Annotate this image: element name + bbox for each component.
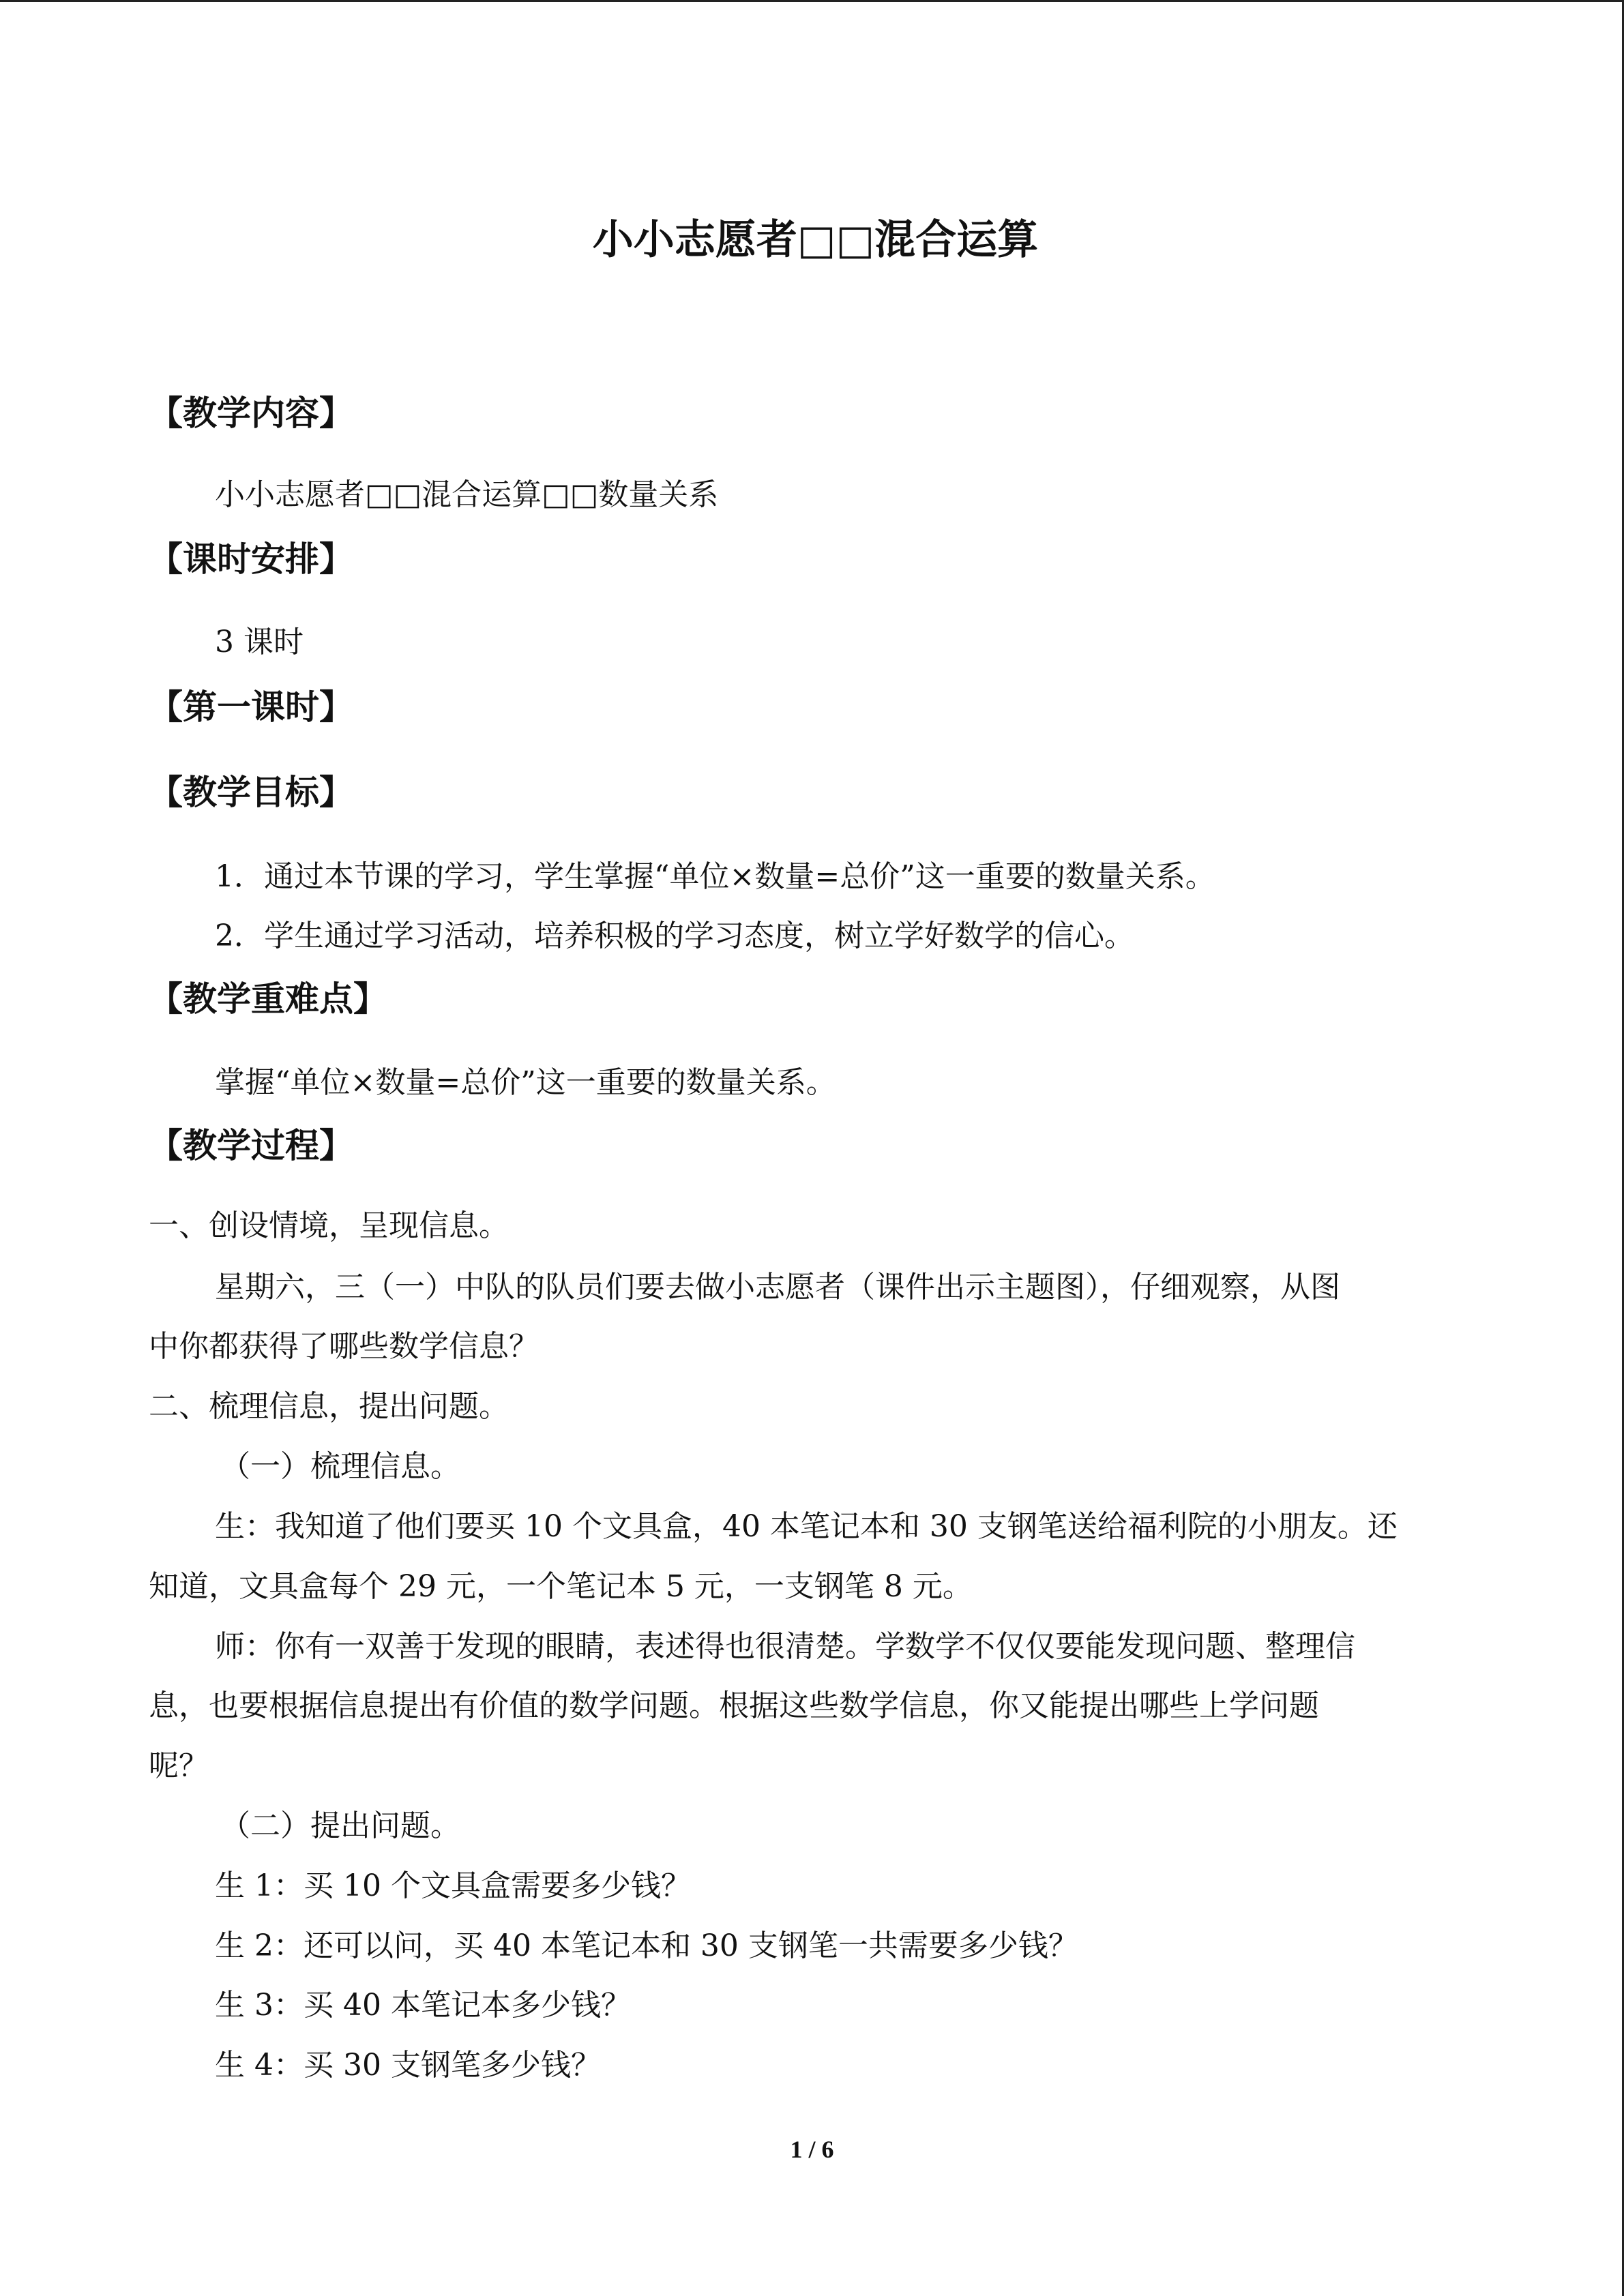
question-item: 生 3：买 40 本笔记本多少钱？ <box>215 1988 631 2023</box>
heading-key-points: 【教学重难点】 <box>149 979 387 1019</box>
sub-step-2-title: （二）提出问题。 <box>220 1808 460 1843</box>
key-points-text: 掌握“单位×数量=总价”这一重要的数量关系。 <box>215 1065 836 1100</box>
question-item: 生 1：买 10 个文具盒需要多少钱？ <box>215 1868 691 1903</box>
heading-goals: 【教学目标】 <box>149 773 353 812</box>
heading-schedule: 【课时安排】 <box>149 539 353 579</box>
teacher-paragraph-line: 息，也要根据信息提出有价值的数学问题。根据这些数学信息，你又能提出哪些上学问题 <box>149 1688 1319 1723</box>
schedule-text: 3 课时 <box>215 625 304 659</box>
step-1-paragraph-line: 中你都获得了哪些数学信息？ <box>149 1329 539 1364</box>
sub-step-1-title: （一）梳理信息。 <box>220 1449 460 1484</box>
heading-process: 【教学过程】 <box>149 1126 353 1165</box>
student-paragraph-line: 知道，文具盒每个 29 元，一个笔记本 5 元，一支钢笔 8 元。 <box>149 1569 973 1604</box>
question-item: 生 4：买 30 支钢笔多少钱？ <box>215 2048 601 2083</box>
student-paragraph-line: 生：我知道了他们要买 10 个文具盒，40 本笔记本和 30 支钢笔送给福利院的小朋友。还 <box>215 1509 1398 1544</box>
step-1-paragraph-line: 星期六，三（一）中队的队员们要去做小志愿者（课件出示主题图），仔细观察，从图 <box>215 1270 1340 1304</box>
page-number: 1 / 6 <box>790 2136 834 2163</box>
goal-item-1: 1．通过本节课的学习，学生掌握“单位×数量=总价”这一重要的数量关系。 <box>215 859 1215 894</box>
goal-item-2: 2．学生通过学习活动，培养积极的学习态度，树立学好数学的信心。 <box>215 919 1134 953</box>
teacher-paragraph-line: 师：你有一双善于发现的眼睛，表述得也很清楚。学数学不仅仅要能发现问题、整理信 <box>215 1629 1355 1664</box>
heading-teaching-content: 【教学内容】 <box>149 393 353 433</box>
heading-lesson-1: 【第一课时】 <box>149 687 353 727</box>
step-2-title: 二、梳理信息，提出问题。 <box>149 1389 509 1424</box>
teaching-content-text: 小小志愿者□□混合运算□□数量关系 <box>215 477 719 512</box>
step-1-title: 一、创设情境，呈现信息。 <box>149 1208 509 1243</box>
teacher-paragraph-line: 呢？ <box>149 1748 209 1783</box>
question-item: 生 2：还可以问，买 40 本笔记本和 30 支钢笔一共需要多少钱？ <box>215 1928 1078 1963</box>
page-title: 小小志愿者□□混合运算 <box>592 216 1039 264</box>
